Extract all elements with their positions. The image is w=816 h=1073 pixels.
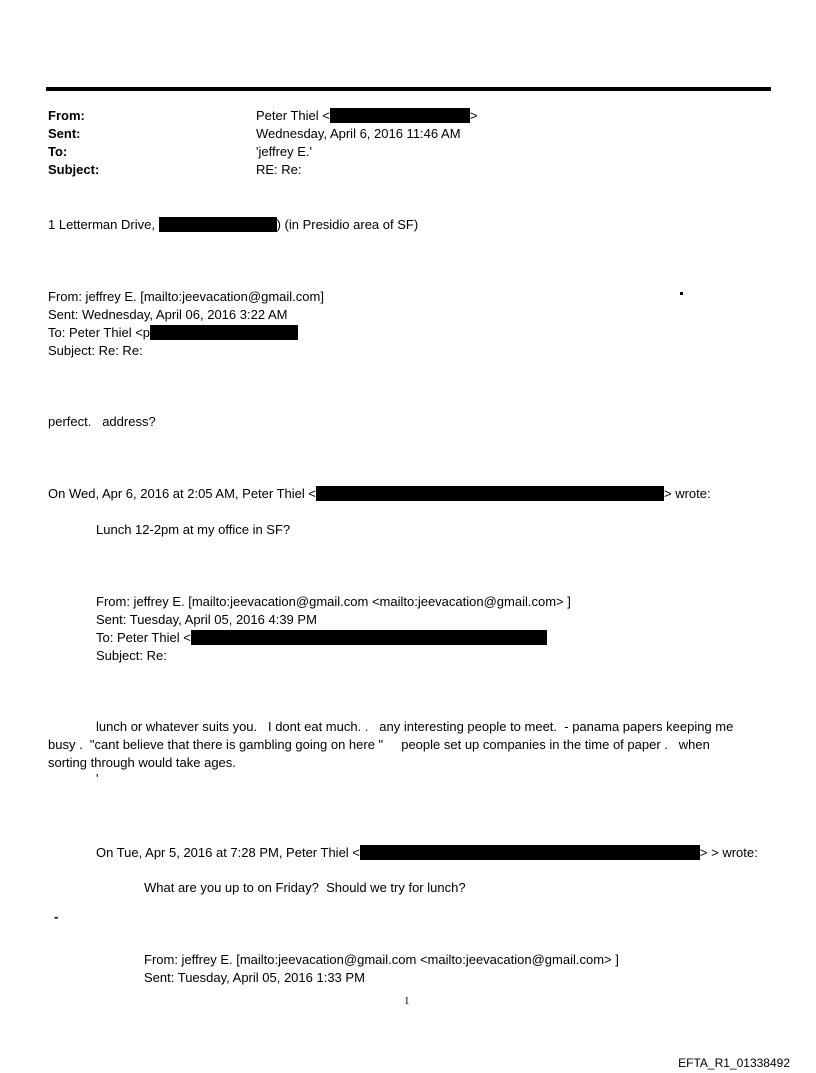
document-id: EFTA_R1_01338492 <box>678 1056 790 1070</box>
redaction-block <box>159 217 277 232</box>
on-tue-line: On Tue, Apr 5, 2016 at 7:28 PM, Peter Thiel < > > wrote: <box>96 845 758 860</box>
subject-label: Subject: <box>48 162 100 177</box>
redaction-block <box>191 630 547 645</box>
quote1-subject: Subject: Re: Re: <box>48 343 143 358</box>
perfect-line: perfect. address? <box>48 414 156 429</box>
redaction-block <box>330 108 470 123</box>
redaction-block <box>360 845 700 860</box>
quote2-to: To: Peter Thiel < <box>96 629 547 646</box>
quote3-sent: Sent: Tuesday, April 05, 2016 1:33 PM <box>144 970 365 985</box>
header-rule <box>46 87 771 91</box>
quote3-from: From: jeffrey E. [mailto:jeevacation@gmail.com <mailto:jeevacation@gmail.com> ] <box>144 952 619 967</box>
from-label: From: <box>48 108 85 123</box>
quote1-to: To: Peter Thiel <p <box>48 324 298 341</box>
quote1-sent: Sent: Wednesday, April 06, 2016 3:22 AM <box>48 307 288 322</box>
dash-mark: - <box>54 909 59 924</box>
redaction-block <box>316 486 664 501</box>
to-label: To: <box>48 144 68 159</box>
page-number: 1 <box>404 995 410 1007</box>
sent-value: Wednesday, April 6, 2016 11:46 AM <box>256 126 461 141</box>
stray-mark <box>680 292 683 295</box>
on-wed-line: On Wed, Apr 6, 2016 at 2:05 AM, Peter Thiel < > wrote: <box>48 486 711 501</box>
from-value: Peter Thiel < > <box>256 108 478 123</box>
to-value: 'jeffrey E.' <box>256 144 313 159</box>
paragraph-line-1: lunch or whatever suits you. I dont eat much. . any interesting people to meet. - panama papers keeping me <box>96 719 734 734</box>
paragraph-line-3: sorting through would take ages. <box>48 755 236 770</box>
subject-value: RE: Re: <box>256 162 302 177</box>
friday-line: What are you up to on Friday? Should we try for lunch? <box>144 880 466 895</box>
address-line: 1 Letterman Drive, ) (in Presidio area of SF) <box>48 217 419 232</box>
lunch-line: Lunch 12-2pm at my office in SF? <box>96 522 291 537</box>
redaction-block <box>150 325 298 340</box>
quote2-from: From: jeffrey E. [mailto:jeevacation@gmail.com <mailto:jeevacation@gmail.com> ] <box>96 594 571 609</box>
quote2-sent: Sent: Tuesday, April 05, 2016 4:39 PM <box>96 612 317 627</box>
paragraph-mark: ' <box>96 771 99 786</box>
paragraph-line-2: busy . "cant believe that there is gambling going on here " people set up companies in the time of paper . when <box>48 737 710 752</box>
quote2-subject: Subject: Re: <box>96 648 167 663</box>
sent-label: Sent: <box>48 126 81 141</box>
quote1-from: From: jeffrey E. [mailto:jeevacation@gmail.com] <box>48 289 324 304</box>
